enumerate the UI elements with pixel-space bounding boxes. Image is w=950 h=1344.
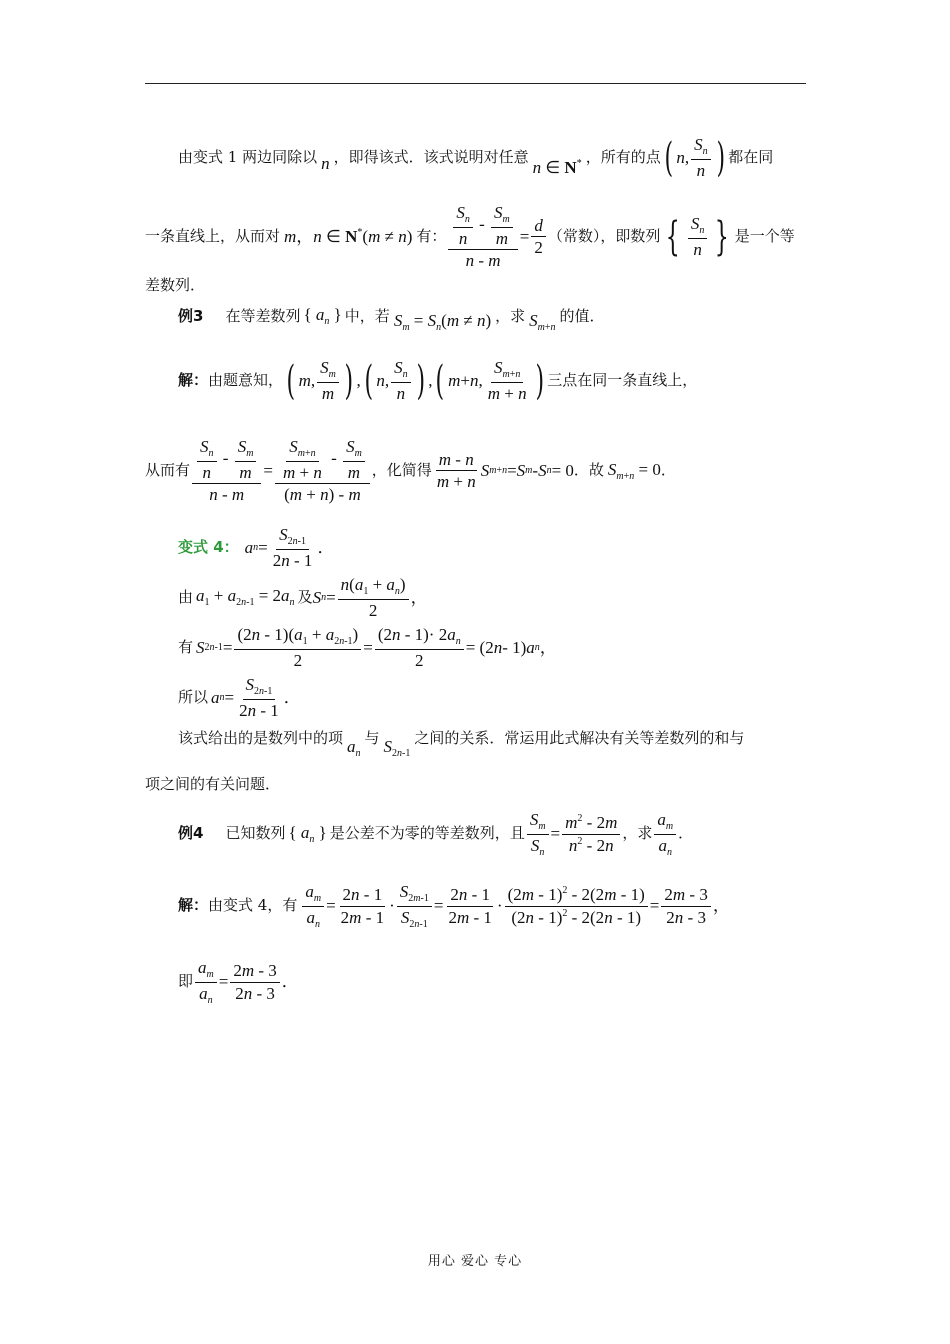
variant-4-line1: 由 $a_1 + a_{2n-1} = 2a_n$ 及 S n = $\frac{n(a_1 + a_n)}{2}$ ， [178,575,428,620]
para1-line1: 由变式 1 两边同除以 n ，即得该式．该式说明对任意 n ∈ N* ，所有的点 ( n , $\frac{S_n}{n}$ ) 都在同 [178,134,774,181]
solution-3-line2: 从而有 $\frac{S_n}{n}$ - $\frac{S_m}{m}$ n - m = $\frac{S_{m+n}}{m + n}$ - $\frac{S_m}{m}$ (m + n) - m ，化简得 $\frac{m - n}{m + n}$ S m+n = S m - S n = 0 ．故 $S_{m+n} = 0$ ． [145,437,676,505]
para1-line2: 一条直线上，从而对 m，n ∈ N*(m ≠ n) 有： $\frac{S_n}{n}$ - $\frac{S_m}{m}$ n - m = $\frac{d}{2}$ （常数），即数列 { $\frac{S_n}{n}$ } 是一个等 [145,203,795,271]
header-rule [145,83,806,84]
variant-4-para-line1: 该式给出的是数列中的项 $a_n$ 与 $S_{2n-1}$ 之间的关系．常运用此式解决有关等差数列的和与 [178,728,745,759]
example-3: 例3 在等差数列 { $a_n$ } 中，若 $S_m = S_n(m \ne n)$ ，求 $S_{m+n}$ 的值． [178,305,605,333]
variant-4-title: 变式 4： a n = $\frac{S_{2n-1}}{2n - 1}$ ． [178,525,335,570]
solution-4-line1: 解： 由变式 4，有 $\frac{a_m}{a_n}$ = $\frac{2n - 1}{2m - 1}$ · $\frac{S_{2m-1}}{S_{2n-1}}$ = $\frac{2n - 1}{2m - 1}$ · $\frac{(2m - 1)^2 - 2(2m - 1)}{(2n - 1)^2 - 2(2n - 1)}$ = $\frac{2m - 3}{2n - 3}$ ， [178,882,730,930]
solution-4-line2: 即 $\frac{a_m}{a_n}$ = $\frac{2m - 3}{2n - 3}$ ． [178,958,299,1006]
variant-4-line2: 有 S 2n-1 = $\frac{(2n - 1)(a_1 + a_{2n-1})}{2}$ = $\frac{(2n - 1)\cdot 2a_n}{2}$ = (2 n - 1) a n ， [178,625,557,670]
para1-line3: 差数列． [145,276,206,294]
example-4: 例4 已知数列 { $a_n$ } 是公差不为零的等差数列，且 $\frac{S_m}{S_n}$ = $\frac{m^2 - 2m}{n^2 - 2n}$ ，求 $\frac{a_m}{a_n}$ ． [178,810,694,858]
variant-4-para-line2: 项之间的有关问题． [145,775,281,793]
solution-3-line1: 解： 由题意知， ( m , $\frac{S_m}{m}$ ) , ( n , $\frac{S_n}{n}$ ) , ( m + n , $\frac{S_{m+n}}{m + n}$ ) 三点在同一条直线上， [178,357,698,404]
page-footer: 用心 爱心 专心 [427,1254,523,1269]
variant-4-line3: 所以 a n = $\frac{S_{2n-1}}{2n - 1}$ ． [178,675,301,720]
